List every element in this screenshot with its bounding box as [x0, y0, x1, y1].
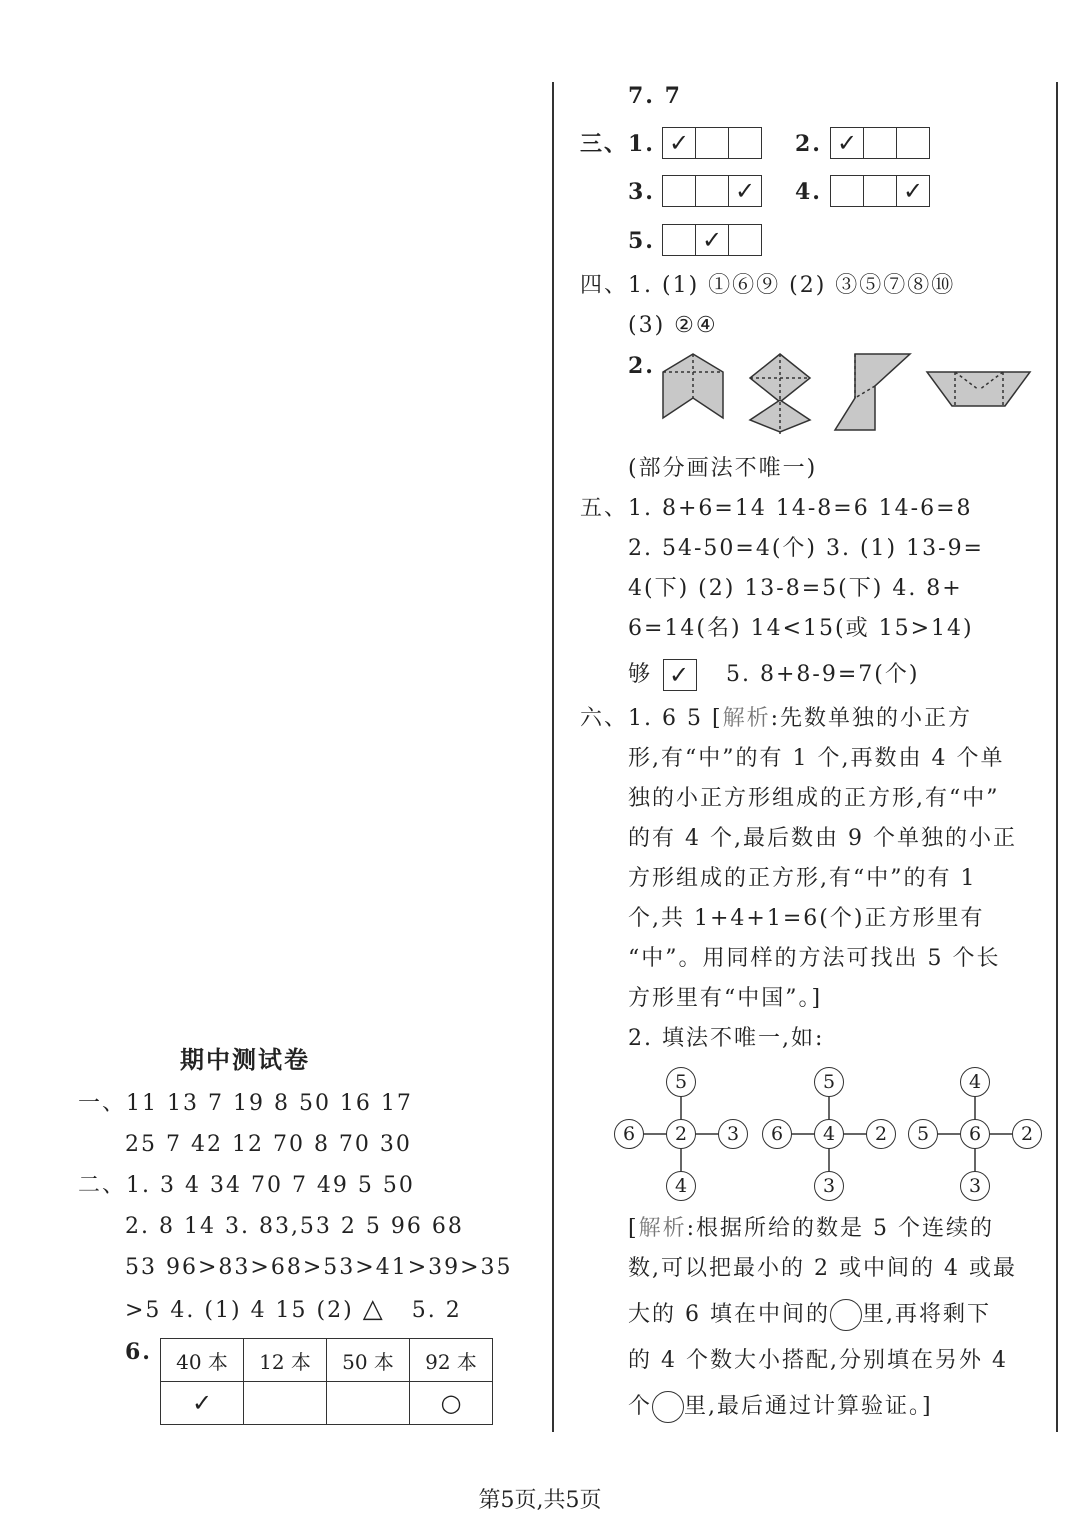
answer-text: >5 4. (1) 4 15 (2) [125, 1298, 354, 1323]
note-line: (部分画法不唯一) [628, 456, 818, 481]
table-header-cell: 50 本 [327, 1339, 410, 1382]
table-header-cell: 92 本 [410, 1339, 493, 1382]
answer-text: :根据所给的数是 5 个连续的 [686, 1216, 995, 1241]
diagram-node: 2 [666, 1119, 696, 1149]
question-number: 4. [795, 179, 822, 205]
analysis-label: 解析 [638, 1216, 687, 1241]
explanation-line [628, 1391, 933, 1423]
table-cell-check: ✓ [161, 1382, 244, 1425]
circle-blank [652, 1391, 684, 1423]
explanation-line: 个,共 1+4+1=6(个)正方形里有 [628, 906, 985, 931]
answer-text: 5. 8+8-9=7(个) [726, 662, 920, 687]
answer-line: 四、1. (1) ①⑥⑨ (2) ③⑤⑦⑧⑩ [580, 273, 956, 298]
explanation-line [628, 1215, 994, 1243]
diagram-node: 2 [1012, 1119, 1042, 1149]
diagram-node: 4 [960, 1067, 990, 1097]
section-title: 期中测试卷 [180, 1046, 310, 1074]
diagram-node: 6 [960, 1119, 990, 1149]
answer-text: 六、1. 6 5 [ [580, 706, 723, 731]
checkbox-checked: ✓ [663, 659, 697, 691]
answer-text: 5. 2 [411, 1298, 462, 1323]
answer-text: 大的 6 填在中间的 [628, 1302, 830, 1327]
question-number: 5. [628, 228, 655, 254]
checkbox-checked: ✓ [728, 175, 762, 207]
question-number: 2. [795, 131, 822, 157]
diagram-node: 3 [718, 1119, 748, 1149]
answer-text: 里,最后通过计算验证。] [684, 1394, 933, 1419]
answer-line: 2. 填法不唯一,如: [628, 1026, 825, 1051]
explanation-line: 方形里有“中国”。] [628, 986, 823, 1011]
explanation-line: 独的小正方形组成的正方形,有“中” [628, 786, 1000, 811]
explanation-line: 方形组成的正方形,有“中”的有 1 [628, 866, 977, 891]
explanation-line: 数,可以把最小的 2 或中间的 4 或最 [628, 1256, 1017, 1281]
explanation-line [628, 1299, 991, 1331]
diagram-node: 4 [814, 1119, 844, 1149]
table-header-cell: 12 本 [244, 1339, 327, 1382]
diagram-node: 2 [866, 1119, 896, 1149]
diagram-node: 6 [614, 1119, 644, 1149]
checkbox-checked: ✓ [695, 224, 728, 256]
section-label: 三、1. [580, 131, 655, 157]
question-number: 3. [628, 179, 655, 205]
answer-text: 个 [628, 1394, 653, 1419]
question-number: 6. [125, 1339, 152, 1365]
diagram-node: 3 [814, 1171, 844, 1201]
answer-line: 二、1. 3 4 34 70 7 49 5 50 [78, 1173, 415, 1198]
answer-text: :先数单独的小正方 [770, 706, 972, 731]
analysis-label: 解析 [722, 706, 771, 731]
checkbox-checked: ✓ [662, 127, 695, 159]
answer-line: 7. 7 [628, 83, 682, 109]
checkbox-checked: ✓ [896, 175, 930, 207]
diagram-node: 5 [908, 1119, 938, 1149]
explanation-line: 的 4 个数大小搭配,分别填在另外 4 [628, 1348, 1008, 1373]
answer-line: 25 7 42 12 70 8 70 30 [125, 1132, 412, 1157]
answer-line: (3) ②④ [628, 313, 718, 338]
checkbox-checked: ✓ [830, 127, 863, 159]
diagram-node: 6 [762, 1119, 792, 1149]
explanation-line: 形,有“中”的有 1 个,再数由 4 个单 [628, 746, 1005, 771]
explanation-line: “中”。用同样的方法可找出 5 个长 [628, 946, 1001, 971]
triangle-symbol: △ [362, 1294, 385, 1324]
answer-line: 一、11 13 7 19 8 50 16 17 [78, 1091, 413, 1116]
answer-line: 53 96>83>68>53>41>39>35 [125, 1255, 513, 1280]
answer-line: 2. 54-50=4(个) 3. (1) 13-9= [628, 536, 984, 561]
answer-text: 里,再将剩下 [861, 1302, 991, 1327]
answer-text: 够 [628, 662, 653, 687]
diagram-node: 3 [960, 1171, 990, 1201]
table-cell-circle: ○ [410, 1382, 493, 1425]
circle-blank [830, 1299, 862, 1331]
answer-line: 五、1. 8+6=14 14-8=6 14-6=8 [580, 496, 973, 521]
page-footer: 第5页,共5页 [478, 1488, 602, 1513]
question-number: 2. [628, 353, 655, 379]
explanation-line: 的有 4 个,最后数由 9 个单独的小正 [628, 826, 1017, 851]
answer-line: 2. 8 14 3. 83,53 2 5 96 68 [125, 1214, 464, 1239]
diagram-node: 4 [666, 1171, 696, 1201]
answer-text: [ [628, 1216, 639, 1241]
answer-line: 4(下) (2) 13-8=5(下) 4. 8+ [628, 576, 963, 601]
table-header-cell: 40 本 [161, 1339, 244, 1382]
diagram-node: 5 [666, 1067, 696, 1097]
answer-line: 6=14(名) 14<15(或 15>14) [628, 616, 974, 641]
diagram-node: 5 [814, 1067, 844, 1097]
